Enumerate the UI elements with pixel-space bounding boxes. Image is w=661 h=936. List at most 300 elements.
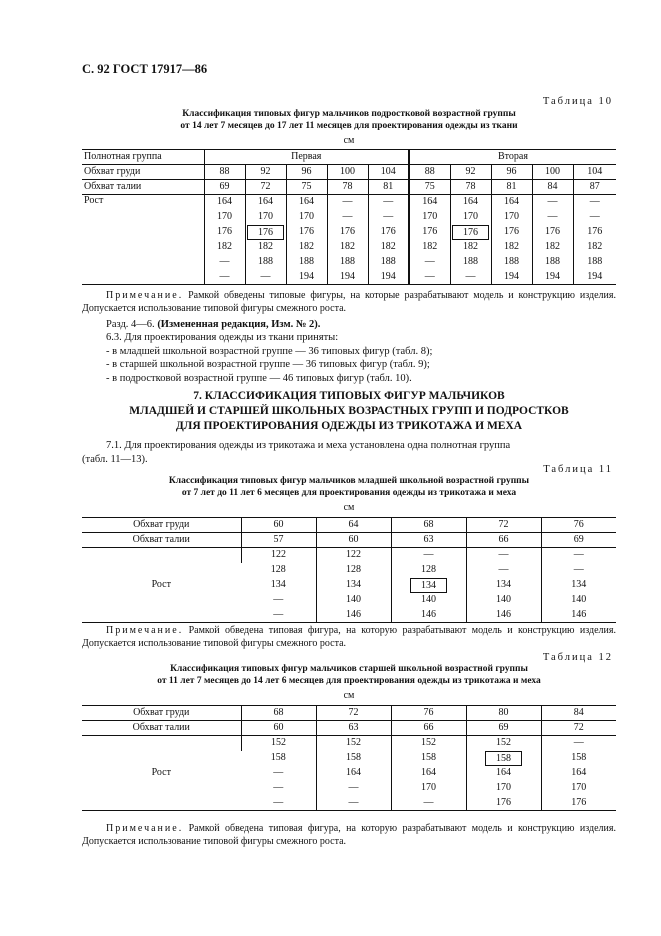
table12-height-cell <box>466 781 541 796</box>
table12-waist-value: 72 <box>541 721 616 736</box>
table11-height-cell <box>466 563 541 578</box>
p63-item: - в подростковой возрастной группе — 46 типовых фигур (табл. 10). <box>106 372 412 384</box>
table11-waist-value: 57 <box>241 533 316 548</box>
table11-unit: см <box>343 502 355 513</box>
table10-height-value: 170 <box>299 211 314 222</box>
table11-height-cell <box>541 578 616 593</box>
table10-height-value: 194 <box>587 270 603 282</box>
table12-height-cell <box>241 796 316 811</box>
table12-height-cell <box>316 766 391 781</box>
section7-heading <box>82 389 616 434</box>
table10-waist-value: 81 <box>491 180 532 195</box>
table10-waist-value: 81 <box>368 180 409 195</box>
table10-chest-value: 96 <box>286 165 327 180</box>
table10-height-cell <box>573 195 616 210</box>
table10-height-cell <box>409 270 450 285</box>
table10-height-cell <box>286 225 327 240</box>
table10-height-cell <box>245 270 286 285</box>
table10-height-value: 176 <box>380 226 396 237</box>
table10-height-value: 164 <box>463 196 478 208</box>
table10-note-label: Примечание. <box>106 290 184 301</box>
table10-title <box>82 109 616 133</box>
table10-height-row <box>82 240 616 255</box>
table10-height-value: 188 <box>258 256 273 267</box>
table11-height-value: 122 <box>271 549 286 561</box>
table10-height-value: 176 <box>340 226 355 237</box>
table10-height-value: — <box>383 211 394 222</box>
table10-height-value: 164 <box>504 196 519 208</box>
table11-height-value: 134 <box>270 579 286 590</box>
table10-group1: Первая <box>204 150 409 165</box>
table10-height-value: — <box>342 211 353 222</box>
table10-height-value: 182 <box>380 241 396 252</box>
table11-height-label: Рост <box>82 548 241 623</box>
table12-height-value: 176 <box>571 796 587 808</box>
table12-height-cell <box>316 781 391 796</box>
table10-height-cell <box>245 210 286 225</box>
table10-height-cell <box>491 270 532 285</box>
section7-heading-line1: 7. КЛАССИФИКАЦИЯ ТИПОВЫХ ФИГУР МАЛЬЧИКОВ <box>193 390 505 402</box>
table12-label: Таблица 12 <box>542 652 613 663</box>
table11-height-value: — <box>423 549 434 561</box>
table12-height-cell <box>391 751 466 766</box>
section-ref <box>106 318 320 332</box>
table10-height-cell <box>204 270 245 285</box>
table12-height-cell <box>241 781 316 796</box>
table11-height-cell <box>466 593 541 608</box>
table10-height-cell <box>450 210 491 225</box>
table11-waist-value: 66 <box>466 533 541 548</box>
p71-line2: (табл. 11—13). <box>82 453 148 465</box>
p63 <box>106 331 432 386</box>
table12-height-value: 152 <box>421 737 436 749</box>
table10-height-value: 170 <box>504 211 519 222</box>
table11-height-cell <box>316 563 391 578</box>
table12-height-cell <box>541 796 616 811</box>
table11-height-cell <box>241 578 316 593</box>
table12-height-value: 164 <box>346 767 361 778</box>
table12-height-cell <box>316 796 391 811</box>
table12-chest-value: 76 <box>391 706 466 721</box>
table10-unit: см <box>343 135 355 146</box>
table10-height-cell <box>204 255 245 270</box>
table10-height-cell <box>450 195 491 210</box>
table10-height-cell <box>532 225 573 240</box>
table10-height-value: — <box>424 256 435 267</box>
table10-height-value: — <box>424 270 435 282</box>
table12-waist-row <box>82 721 616 736</box>
table12-height-cell <box>241 751 316 766</box>
table10-height-row <box>82 225 616 240</box>
table10-height-cell <box>245 195 286 210</box>
table11-height-value: 140 <box>421 594 436 605</box>
table12-note <box>82 822 616 848</box>
table10-height-cell <box>327 225 368 240</box>
table12-height-value: — <box>348 782 359 793</box>
table11-chest-value: 76 <box>541 518 616 533</box>
table12-height-value: 158 <box>270 752 286 763</box>
table10-waist-row <box>82 180 616 195</box>
table10-height-cell <box>245 225 286 240</box>
table10-waist-value: 72 <box>245 180 286 195</box>
table11-chest-value: 60 <box>241 518 316 533</box>
table12-chest-value: 80 <box>466 706 541 721</box>
table10-height-cell <box>245 240 286 255</box>
table11-height-cell <box>541 593 616 608</box>
p71-line1: 7.1. Для проектирования одежды из трикотажа и меха установлена одна полнотная группа <box>106 440 511 451</box>
table10-height-value: 170 <box>217 211 232 222</box>
table11-height-value: 146 <box>496 608 511 620</box>
table10-height-cell <box>409 195 450 210</box>
table10-height-value: 194 <box>299 270 314 282</box>
table12-height-cell <box>391 781 466 796</box>
table11-height-value: — <box>573 549 584 561</box>
table10-chest-value: 104 <box>573 165 616 180</box>
table11-waist-value: 69 <box>541 533 616 548</box>
p63-item: - в старшей школьной возрастной группе — 36 типовых фигур (табл. 9); <box>106 359 430 371</box>
table10-height-value: 194 <box>545 270 560 282</box>
table12-height-cell <box>391 766 466 781</box>
table10-title-line2: от 14 лет 7 месяцев до 17 лет 11 месяцев для проектирования одежды из ткани <box>180 120 518 131</box>
table11-height-value: 134 <box>346 579 361 590</box>
table11-height-value: 128 <box>270 564 286 575</box>
table11-height-value: 128 <box>346 564 361 575</box>
table10-height-spacer <box>82 255 204 270</box>
table10-height-spacer <box>82 240 204 255</box>
table11-height-cell <box>391 593 466 608</box>
table10-height-value: 176 <box>299 226 314 237</box>
table10-height-cell <box>532 195 573 210</box>
table10-note <box>82 289 616 315</box>
table10-height-row <box>82 270 616 285</box>
table12-height-value: 164 <box>571 767 587 778</box>
table10-height-cell <box>450 255 491 270</box>
table12-height-value: 152 <box>496 737 511 749</box>
table10-height-row <box>82 210 616 225</box>
table10-height-value: — <box>219 270 230 282</box>
table11-height-cell <box>466 548 541 563</box>
table12-height-cell <box>466 766 541 781</box>
table10-title-line1: Классификация типовых фигур мальчиков подростковой возрастной группы <box>182 109 516 119</box>
table12-waist-value: 60 <box>241 721 316 736</box>
table10-group-header: Полнотная группа <box>82 150 204 165</box>
table11-height-value: 140 <box>571 594 587 605</box>
table10-height-cell <box>409 225 450 240</box>
section-ref-bold: (Измененная редакция, Изм. № 2). <box>157 319 321 330</box>
table10-height-value: 176 <box>504 226 519 237</box>
table10-height-value: 176 <box>422 226 438 237</box>
table12-height-value: 158 <box>485 751 522 766</box>
table11-height-value: — <box>273 608 284 620</box>
table12-height-value: — <box>273 782 284 793</box>
table11-height-cell <box>391 578 466 593</box>
table11-height-value: 146 <box>571 608 587 620</box>
table11-height-value: 128 <box>421 564 436 575</box>
table11-height-value: — <box>498 549 509 561</box>
table10-chest-value: 92 <box>245 165 286 180</box>
table10-height-cell <box>286 240 327 255</box>
table10-waist-label: Обхват талии <box>82 180 204 195</box>
table11-waist-value: 63 <box>391 533 466 548</box>
table10-height-cell <box>204 240 245 255</box>
table12-waist-value: 66 <box>391 721 466 736</box>
table11-note-text: Рамкой обведена типовая фигура, на которую разрабатывают модель и конструкцию изделия. Допускается использование типовой фигуры смежного роста. <box>82 625 616 649</box>
table10-height-cell <box>204 210 245 225</box>
table12-height-cell <box>466 796 541 811</box>
table10-height-cell <box>573 210 616 225</box>
table12-height-value: — <box>423 796 434 808</box>
table10-waist-value: 69 <box>204 180 245 195</box>
table12-note-text: Рамкой обведена типовая фигура, на которую разрабатывают модель и конструкцию изделия. Допускается использование типовой фигуры смежного роста. <box>82 823 616 847</box>
table12-height-row <box>82 736 616 751</box>
table10-height-value: 182 <box>258 241 273 252</box>
table10-height-value: 164 <box>217 196 232 208</box>
table12-waist-value: 63 <box>316 721 391 736</box>
p63-item: - в младшей школьной возрастной группе — 36 типовых фигур (табл. 8); <box>106 345 433 357</box>
table12-height-value: 170 <box>496 782 511 793</box>
table12-height-value: 152 <box>271 737 286 749</box>
table10-height-cell <box>491 240 532 255</box>
table10-label: Таблица 10 <box>542 96 613 107</box>
table12-chest-label: Обхват груди <box>82 706 241 721</box>
table10-height-value: 182 <box>299 241 314 252</box>
table10-height-cell <box>327 195 368 210</box>
table11-note <box>82 624 616 650</box>
table10-height-value: 182 <box>463 241 478 252</box>
table10-height-cell <box>368 270 409 285</box>
table12-chest-row <box>82 706 616 721</box>
table10-waist-value: 87 <box>573 180 616 195</box>
table10-height-value: 188 <box>587 256 603 267</box>
table10-height-value: 176 <box>247 225 284 240</box>
table10-height-value: 182 <box>340 241 355 252</box>
table10-height-value: — <box>547 196 558 208</box>
table10-chest-value: 88 <box>409 165 450 180</box>
table11-chest-row <box>82 518 616 533</box>
table10-height-cell <box>450 225 491 240</box>
table10-height-cell <box>409 240 450 255</box>
table11-chest-value: 68 <box>391 518 466 533</box>
table10-height-spacer <box>82 210 204 225</box>
section-ref-prefix: Разд. 4—6. <box>106 319 158 330</box>
table11-height-value: 134 <box>496 579 511 590</box>
table10-chest-value: 104 <box>368 165 409 180</box>
table10-height-value: — <box>260 270 271 282</box>
table10-height-value: — <box>383 196 394 208</box>
table10-height-cell <box>491 210 532 225</box>
table10-waist-value: 78 <box>450 180 491 195</box>
table10-chest-row <box>82 165 616 180</box>
table11-height-cell <box>541 563 616 578</box>
table11-height-cell <box>466 578 541 593</box>
table12-height-cell <box>391 736 466 751</box>
table10-height-value: 176 <box>545 226 560 237</box>
table10-waist-value: 75 <box>409 180 450 195</box>
table12-height-value: 158 <box>421 752 436 763</box>
table11-height-cell <box>391 563 466 578</box>
table11-height-cell <box>241 608 316 623</box>
table10-height-cell <box>532 210 573 225</box>
table12-title-line1: Классификация типовых фигур мальчиков старшей школьной возрастной группы <box>170 664 528 674</box>
table10-height-value: — <box>589 196 600 208</box>
table10-height-cell <box>368 255 409 270</box>
table10-height-value: — <box>589 211 600 222</box>
table12-title <box>82 664 616 688</box>
table12-height-label: Рост <box>82 736 241 811</box>
table10-height-value: 170 <box>463 211 478 222</box>
table10-height-value: 176 <box>587 226 603 237</box>
table10-height-value: 194 <box>504 270 519 282</box>
table10-height-cell <box>286 210 327 225</box>
table10-height-value: 164 <box>299 196 314 208</box>
table11-height-cell <box>241 548 316 563</box>
table12-height-cell <box>391 796 466 811</box>
table10-chest-value: 92 <box>450 165 491 180</box>
table10-height-cell <box>573 225 616 240</box>
table10-height-row <box>82 195 616 210</box>
table10-waist-value: 78 <box>327 180 368 195</box>
table10-height-value: 182 <box>587 241 603 252</box>
table12-height-value: 152 <box>346 737 361 749</box>
table10-waist-value: 75 <box>286 180 327 195</box>
table12-height-value: — <box>273 767 284 778</box>
table12 <box>82 705 616 811</box>
table10-height-cell <box>286 195 327 210</box>
table11-height-row <box>82 548 616 563</box>
table12-height-cell <box>541 751 616 766</box>
page-header: С. 92 ГОСТ 17917—86 <box>82 62 208 76</box>
table11-note-label: Примечание. <box>106 625 184 636</box>
table10-height-value: 194 <box>380 270 396 282</box>
table10-height-cell <box>245 255 286 270</box>
table10 <box>82 149 616 285</box>
table11-height-value: 134 <box>571 579 587 590</box>
table11-height-cell <box>466 608 541 623</box>
table10-chest-value: 88 <box>204 165 245 180</box>
table10-height-cell <box>491 255 532 270</box>
table12-height-value: 164 <box>421 767 436 778</box>
table11-height-value: — <box>573 564 584 575</box>
table12-height-cell <box>241 766 316 781</box>
table12-height-value: — <box>348 796 359 808</box>
section7-heading-line3: ДЛЯ ПРОЕКТИРОВАНИЯ ОДЕЖДЫ ИЗ ТРИКОТАЖА И МЕХА <box>175 419 523 432</box>
p63-intro: 6.3. Для проектирования одежды из ткани приняты: <box>106 332 339 343</box>
table12-height-value: — <box>573 737 584 749</box>
table12-note-label: Примечание. <box>106 823 184 834</box>
table11-height-value: 140 <box>496 594 511 605</box>
table11-height-cell <box>541 548 616 563</box>
table10-height-value: — <box>342 196 353 208</box>
table11-height-value: — <box>273 594 284 605</box>
table10-height-value: 182 <box>217 241 232 252</box>
table11-height-value: — <box>498 564 509 575</box>
table10-height-value: 176 <box>452 225 489 240</box>
table12-height-value: 158 <box>571 752 587 763</box>
table12-height-cell <box>466 736 541 751</box>
table10-height-row <box>82 255 616 270</box>
table10-height-cell <box>204 195 245 210</box>
table10-height-cell <box>532 255 573 270</box>
table10-height-cell <box>573 270 616 285</box>
table10-height-cell <box>450 270 491 285</box>
table10-height-spacer <box>82 225 204 240</box>
table11-height-cell <box>241 593 316 608</box>
p71 <box>82 439 616 466</box>
table10-height-spacer <box>82 270 204 285</box>
table10-height-value: 188 <box>504 256 519 267</box>
table10-height-cell <box>368 210 409 225</box>
table10-height-value: — <box>465 270 476 282</box>
table10-chest-value: 100 <box>327 165 368 180</box>
table12-chest-value: 84 <box>541 706 616 721</box>
table10-height-value: 164 <box>422 196 438 208</box>
table10-height-cell <box>368 225 409 240</box>
table11-waist-label: Обхват талии <box>82 533 241 548</box>
table10-height-cell <box>491 225 532 240</box>
table10-chest-value: 96 <box>491 165 532 180</box>
table12-height-value: 164 <box>496 767 511 778</box>
table11-height-cell <box>391 548 466 563</box>
table11-chest-value: 64 <box>316 518 391 533</box>
table11-chest-label: Обхват груди <box>82 518 241 533</box>
table11-height-cell <box>316 578 391 593</box>
table10-height-value: 194 <box>340 270 355 282</box>
table11-height-value: 122 <box>346 549 361 561</box>
table10-height-cell <box>532 270 573 285</box>
table10-height-value: — <box>219 256 230 267</box>
table12-height-cell <box>316 736 391 751</box>
table11-height-value: 146 <box>421 608 436 620</box>
table12-waist-label: Обхват талии <box>82 721 241 736</box>
table10-height-value: 188 <box>463 256 478 267</box>
table11-waist-value: 60 <box>316 533 391 548</box>
section7-heading-line2: МЛАДШЕЙ И СТАРШЕЙ ШКОЛЬНЫХ ВОЗРАСТНЫХ ГРУПП И ПОДРОСТКОВ <box>129 404 569 417</box>
table11-height-cell <box>316 548 391 563</box>
table10-height-label: Рост <box>84 195 104 206</box>
table12-height-cell <box>541 781 616 796</box>
table11-height-cell <box>391 608 466 623</box>
table12-unit: см <box>343 690 355 701</box>
table12-height-cell <box>541 736 616 751</box>
table10-height-value: 170 <box>258 211 273 222</box>
table10-height-cell <box>368 240 409 255</box>
table10-chest-label: Обхват груди <box>82 165 204 180</box>
table10-height-value: 164 <box>258 196 273 208</box>
table12-chest-value: 68 <box>241 706 316 721</box>
table11-waist-row <box>82 533 616 548</box>
table11-label: Таблица 11 <box>543 464 613 475</box>
table11 <box>82 517 616 623</box>
table12-height-value: 176 <box>496 796 511 808</box>
table10-height-cell <box>327 240 368 255</box>
table10-height-cell <box>532 240 573 255</box>
table11-height-cell <box>316 608 391 623</box>
table10-height-cell <box>491 195 532 210</box>
table10-height-cell <box>327 270 368 285</box>
table10-height-cell <box>450 240 491 255</box>
table11-height-value: 134 <box>410 578 447 593</box>
table11-height-cell <box>241 563 316 578</box>
table12-chest-value: 72 <box>316 706 391 721</box>
table12-height-value: 170 <box>421 782 436 793</box>
table10-height-value: 170 <box>422 211 438 222</box>
table10-height-value: — <box>547 211 558 222</box>
table10-waist-value: 84 <box>532 180 573 195</box>
table10-height-cell <box>409 210 450 225</box>
table11-title <box>82 476 616 500</box>
table12-height-cell <box>316 751 391 766</box>
table10-height-cell <box>573 240 616 255</box>
